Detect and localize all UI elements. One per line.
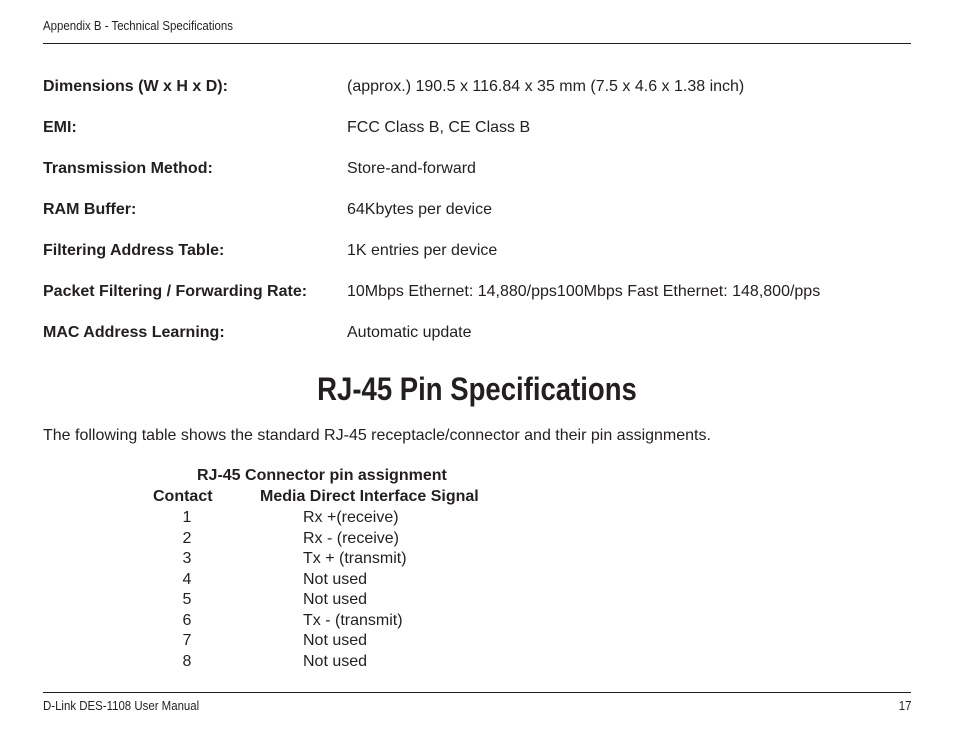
contact-number: 2 xyxy=(182,530,192,547)
spec-value: Store-and-forward xyxy=(347,160,476,177)
table-row xyxy=(0,591,954,611)
spec-row-transmission-method xyxy=(43,160,911,180)
spec-row-dimensions xyxy=(43,78,911,98)
spec-row-forwarding-rate xyxy=(43,283,911,303)
signal-name: Rx +(receive) xyxy=(303,509,399,526)
signal-name: Not used xyxy=(303,591,368,608)
spec-value: FCC Class B, CE Class B xyxy=(347,119,531,136)
spec-label: Transmission Method: xyxy=(43,160,213,177)
spec-value: 1K entries per device xyxy=(347,242,498,259)
spec-value: 64Kbytes per device xyxy=(347,201,492,218)
contact-number: 8 xyxy=(182,653,192,670)
spec-row-emi xyxy=(43,119,911,139)
spec-label: Dimensions (W x H x D): xyxy=(43,78,228,95)
contact-number: 3 xyxy=(182,550,192,567)
spec-value: (approx.) 190.5 x 116.84 x 35 mm (7.5 x 4.6 x 1.38 inch) xyxy=(347,78,745,95)
signal-name: Rx - (receive) xyxy=(303,530,400,547)
spec-label: EMI: xyxy=(43,119,77,136)
contact-number: 1 xyxy=(182,509,192,526)
table-row xyxy=(0,550,954,570)
table-caption: RJ-45 Connector pin assignment xyxy=(197,467,447,484)
spec-row-mac-address-learning xyxy=(43,324,911,344)
signal-name: Tx - (transmit) xyxy=(303,612,403,629)
signal-name: Not used xyxy=(303,571,368,588)
table-row xyxy=(0,571,954,591)
spec-label: RAM Buffer: xyxy=(43,201,137,218)
contact-number: 5 xyxy=(182,591,192,608)
footer-divider xyxy=(43,692,911,693)
signal-name: Not used xyxy=(303,653,368,670)
spec-label: MAC Address Learning: xyxy=(43,324,225,341)
table-row xyxy=(0,530,954,550)
spec-row-filtering-address-table xyxy=(43,242,911,262)
contact-number: 7 xyxy=(182,632,192,649)
spec-row-ram-buffer xyxy=(43,201,911,221)
table-row xyxy=(0,612,954,632)
page-number: 17 xyxy=(898,698,911,713)
spec-label: Filtering Address Table: xyxy=(43,242,225,259)
contact-number: 4 xyxy=(182,571,192,588)
signal-name: Not used xyxy=(303,632,368,649)
section-title: RJ-45 Pin Specifications xyxy=(317,371,637,407)
spec-label: Packet Filtering / Forwarding Rate: xyxy=(43,283,308,300)
footer-manual-title: D-Link DES-1108 User Manual xyxy=(43,698,200,713)
signal-name: Tx + (transmit) xyxy=(303,550,407,567)
spec-value: 10Mbps Ethernet: 14,880/pps100Mbps Fast Ethernet: 148,800/pps xyxy=(347,283,821,300)
column-header-signal: Media Direct Interface Signal xyxy=(260,488,479,505)
section-intro: The following table shows the standard RJ-45 receptacle/connector and their pin assignments. xyxy=(43,427,711,444)
header-section-title: Appendix B - Technical Specifications xyxy=(43,18,233,33)
column-header-contact: Contact xyxy=(153,488,213,505)
contact-number: 6 xyxy=(182,612,192,629)
header-divider xyxy=(43,43,911,44)
table-row xyxy=(0,509,954,529)
spec-value: Automatic update xyxy=(347,324,472,341)
table-row xyxy=(0,632,954,652)
table-row xyxy=(0,653,954,673)
